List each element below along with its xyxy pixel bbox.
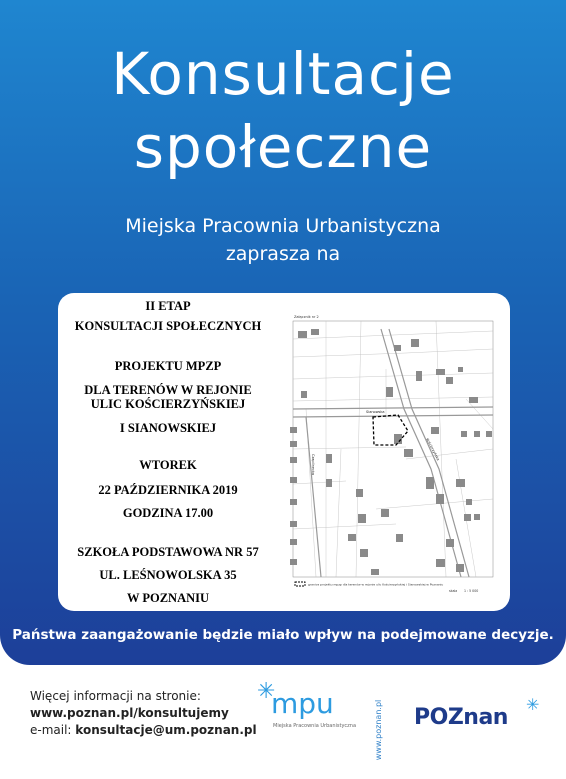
event-line: II ETAP (145, 299, 191, 313)
scale-value: 1 : 5 000 (464, 589, 479, 593)
more-info-label: Więcej informacji na stronie: (30, 689, 201, 703)
street-label-koscierzynska: Kościerzyńska (425, 437, 441, 462)
event-line: GODZINA 17.00 (122, 506, 214, 520)
event-line: I SIANOWSKIEJ (119, 421, 217, 435)
email-label: e-mail: (30, 723, 72, 737)
event-line: W POZNANIU (126, 591, 210, 605)
event-line: PROJEKTU MPZP (114, 359, 222, 373)
street-label-czaplinecka: Czaplinecka (311, 454, 315, 475)
event-info (58, 293, 278, 611)
map-corner-label: Załącznik nr 2 (294, 315, 319, 319)
subtitle-line-2: zaprasza na (225, 243, 341, 265)
event-line: KONSULTACJI SPOŁECZNYCH (74, 319, 262, 333)
event-line: 22 PAŹDZIERNIKA 2019 (98, 483, 238, 497)
mpu-logo-caption: Miejska Pracownia Urbanistyczna (273, 723, 357, 729)
contact-info (30, 688, 257, 739)
event-line: SZKOŁA PODSTAWOWA NR 57 (77, 545, 259, 559)
event-card (58, 293, 510, 611)
tagline: Państwa zaangażowanie będzie miało wpływ na podejmowane decyzje. (12, 627, 554, 643)
street-label-sianowska: Sianowska (366, 410, 385, 414)
poznan-logo-word: POZnan (414, 705, 508, 730)
poznan-logo (414, 695, 539, 730)
asterisk-icon: ✳ (526, 695, 539, 714)
subtitle-line-1: Miejska Pracownia Urbanistyczna (125, 215, 441, 237)
legend-text: granice projektu mpzp dla terenów w rejonie ulic Kościerzyńskiej i Sianowskiej w Poznaniu (308, 582, 444, 587)
map-frame (293, 321, 493, 577)
event-line: UL. LEŚNOWOLSKA 35 (99, 568, 237, 582)
event-line: WTOREK (139, 458, 197, 472)
scale-label: skala (449, 589, 458, 593)
title-line-1: Konsultacje (111, 40, 455, 108)
mpu-logo-word: mpu (271, 687, 334, 720)
title-line-2: społeczne (133, 113, 433, 181)
vertical-url (374, 690, 386, 770)
event-line: ULIC KOŚCIERZYŃSKIEJ (90, 397, 246, 411)
website-link[interactable]: www.poznan.pl/konsultujemy (30, 706, 229, 720)
event-line: DLA TERENÓW W REJONIE (84, 383, 252, 397)
vertical-url-text: www.poznan.pl (374, 699, 383, 761)
asterisk-icon: ✳ (257, 679, 276, 704)
email-link[interactable]: konsultacje@um.poznan.pl (75, 723, 257, 737)
mpu-logo (255, 679, 365, 735)
site-map (286, 309, 501, 595)
